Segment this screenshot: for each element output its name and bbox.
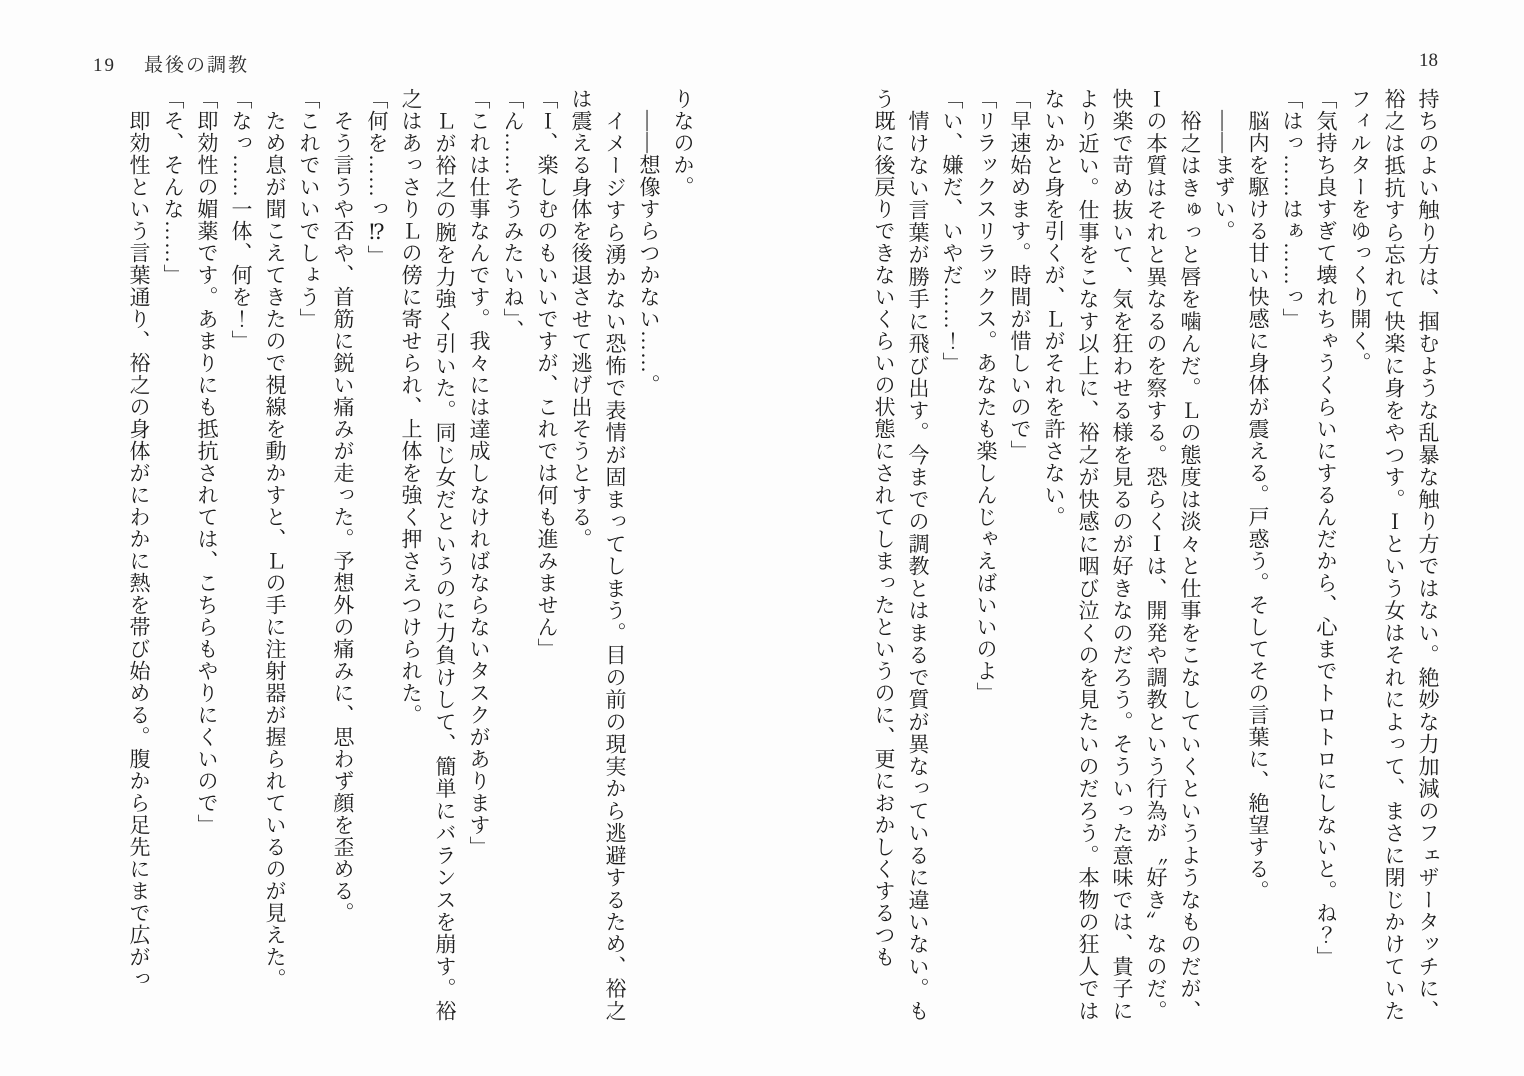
paragraph: そう言うや否や、首筋に鋭い痛みが走った。予想外の痛みに、思わず顔を歪める。 bbox=[331, 88, 355, 924]
paragraph: ため息が聞こえてきたので視線を動かすと、Ｌの手に注射器が握られているのが見えた。 bbox=[263, 88, 287, 990]
paragraph: 持ちのよい触り方は、掴むような乱暴な触り方ではない。絶妙な力加減のフェザータッチに、裕之は抵抗すら忘れて快楽に身をやつす。Ｉという女はそれによって、まさに閉じかけていたフィルターをゆっくり開く。 bbox=[1348, 88, 1440, 1022]
page-number-right: 18 bbox=[1419, 50, 1438, 71]
page-19-text bbox=[88, 88, 700, 1022]
paragraph: 「なっ……一体、何を！」 bbox=[229, 88, 253, 352]
paragraph: 「そ、そんな……」 bbox=[161, 88, 185, 286]
paragraph: ――まずい。 bbox=[1212, 88, 1236, 242]
paragraph: 即効性という言葉通り、裕之の身体がにわかに熱を帯び始める。腹から足先にまで広がっ bbox=[127, 88, 151, 990]
running-head-left bbox=[93, 50, 249, 77]
paragraph: 「これは仕事なんです。我々には達成しなければならないタスクがあります」 bbox=[467, 88, 491, 858]
paragraph: 裕之はきゅっと唇を噛んだ。Ｌの態度は淡々と仕事をこなしていくというようなものだが、Ｉの本質はそれと異なるのを察する。恐らくＩは、開発や調教という行為が〝好き〟なのだ。快楽で苛め抜いて、気を狂わせる様を見るのが好きなのだろう。そういった意味では、貴子により近い。仕事をこなす以上に、裕之が快感に咽び泣くのを見たいのだろう。本物の狂人ではないかと身を引くが、Ｌがそれを許さない。 bbox=[1042, 88, 1202, 1022]
paragraph: ――想像すらつかない……。 bbox=[637, 88, 661, 396]
paragraph: 「リラックスリラックス。あなたも楽しんじゃえばいいのよ」 bbox=[974, 88, 998, 704]
paragraph: 「ん……そうみたいね」、 bbox=[501, 88, 525, 342]
page-18-text bbox=[855, 88, 1445, 1022]
paragraph: イメージすら湧かない恐怖で表情が固まってしまう。目の前の現実から逃避するため、裕之は震える身体を後退させて逃げ出そうとする。 bbox=[569, 88, 627, 1022]
paragraph: りなのか。 bbox=[671, 88, 695, 198]
paragraph: 「即効性の媚薬です。あまりにも抵抗されては、こちらもやりにくいので」 bbox=[195, 88, 219, 836]
paragraph: 「何を……っ⁉」 bbox=[365, 88, 389, 267]
paragraph: 「気持ち良すぎて壊れちゃうくらいにするんだから、心までトロトロにしないと。ね？」 bbox=[1314, 88, 1338, 968]
page-number-left: 19 bbox=[93, 55, 116, 76]
paragraph: 「これでいいでしょう」 bbox=[297, 88, 321, 330]
paragraph: 「早速始めます。時間が惜しいので」 bbox=[1008, 88, 1032, 462]
running-title: 最後の調教 bbox=[144, 55, 250, 76]
paragraph: 「はっ……はぁ……っ」 bbox=[1280, 88, 1304, 330]
paragraph: 脳内を駆ける甘い快感に身体が震える。戸惑う。そしてその言葉に、絶望する。 bbox=[1246, 88, 1270, 902]
paragraph: 情けない言葉が勝手に飛び出す。今までの調教とはまるで質が異なっているに違いない。もう既に後戻りできないくらいの状態にされてしまったというのに、更におかしくするつも bbox=[872, 88, 930, 1022]
paragraph: 「Ｉ、楽しむのもいいですが、これでは何も進みません」 bbox=[535, 88, 559, 660]
paragraph: 「い、嫌だ、いやだ……！」 bbox=[940, 88, 964, 374]
paragraph: Ｌが裕之の腕を力強く引いた。同じ女だというのに力負けして、簡単にバランスを崩す。裕之はあっさりＬの傍に寄せられ、上体を強く押さえつけられた。 bbox=[399, 88, 457, 1022]
